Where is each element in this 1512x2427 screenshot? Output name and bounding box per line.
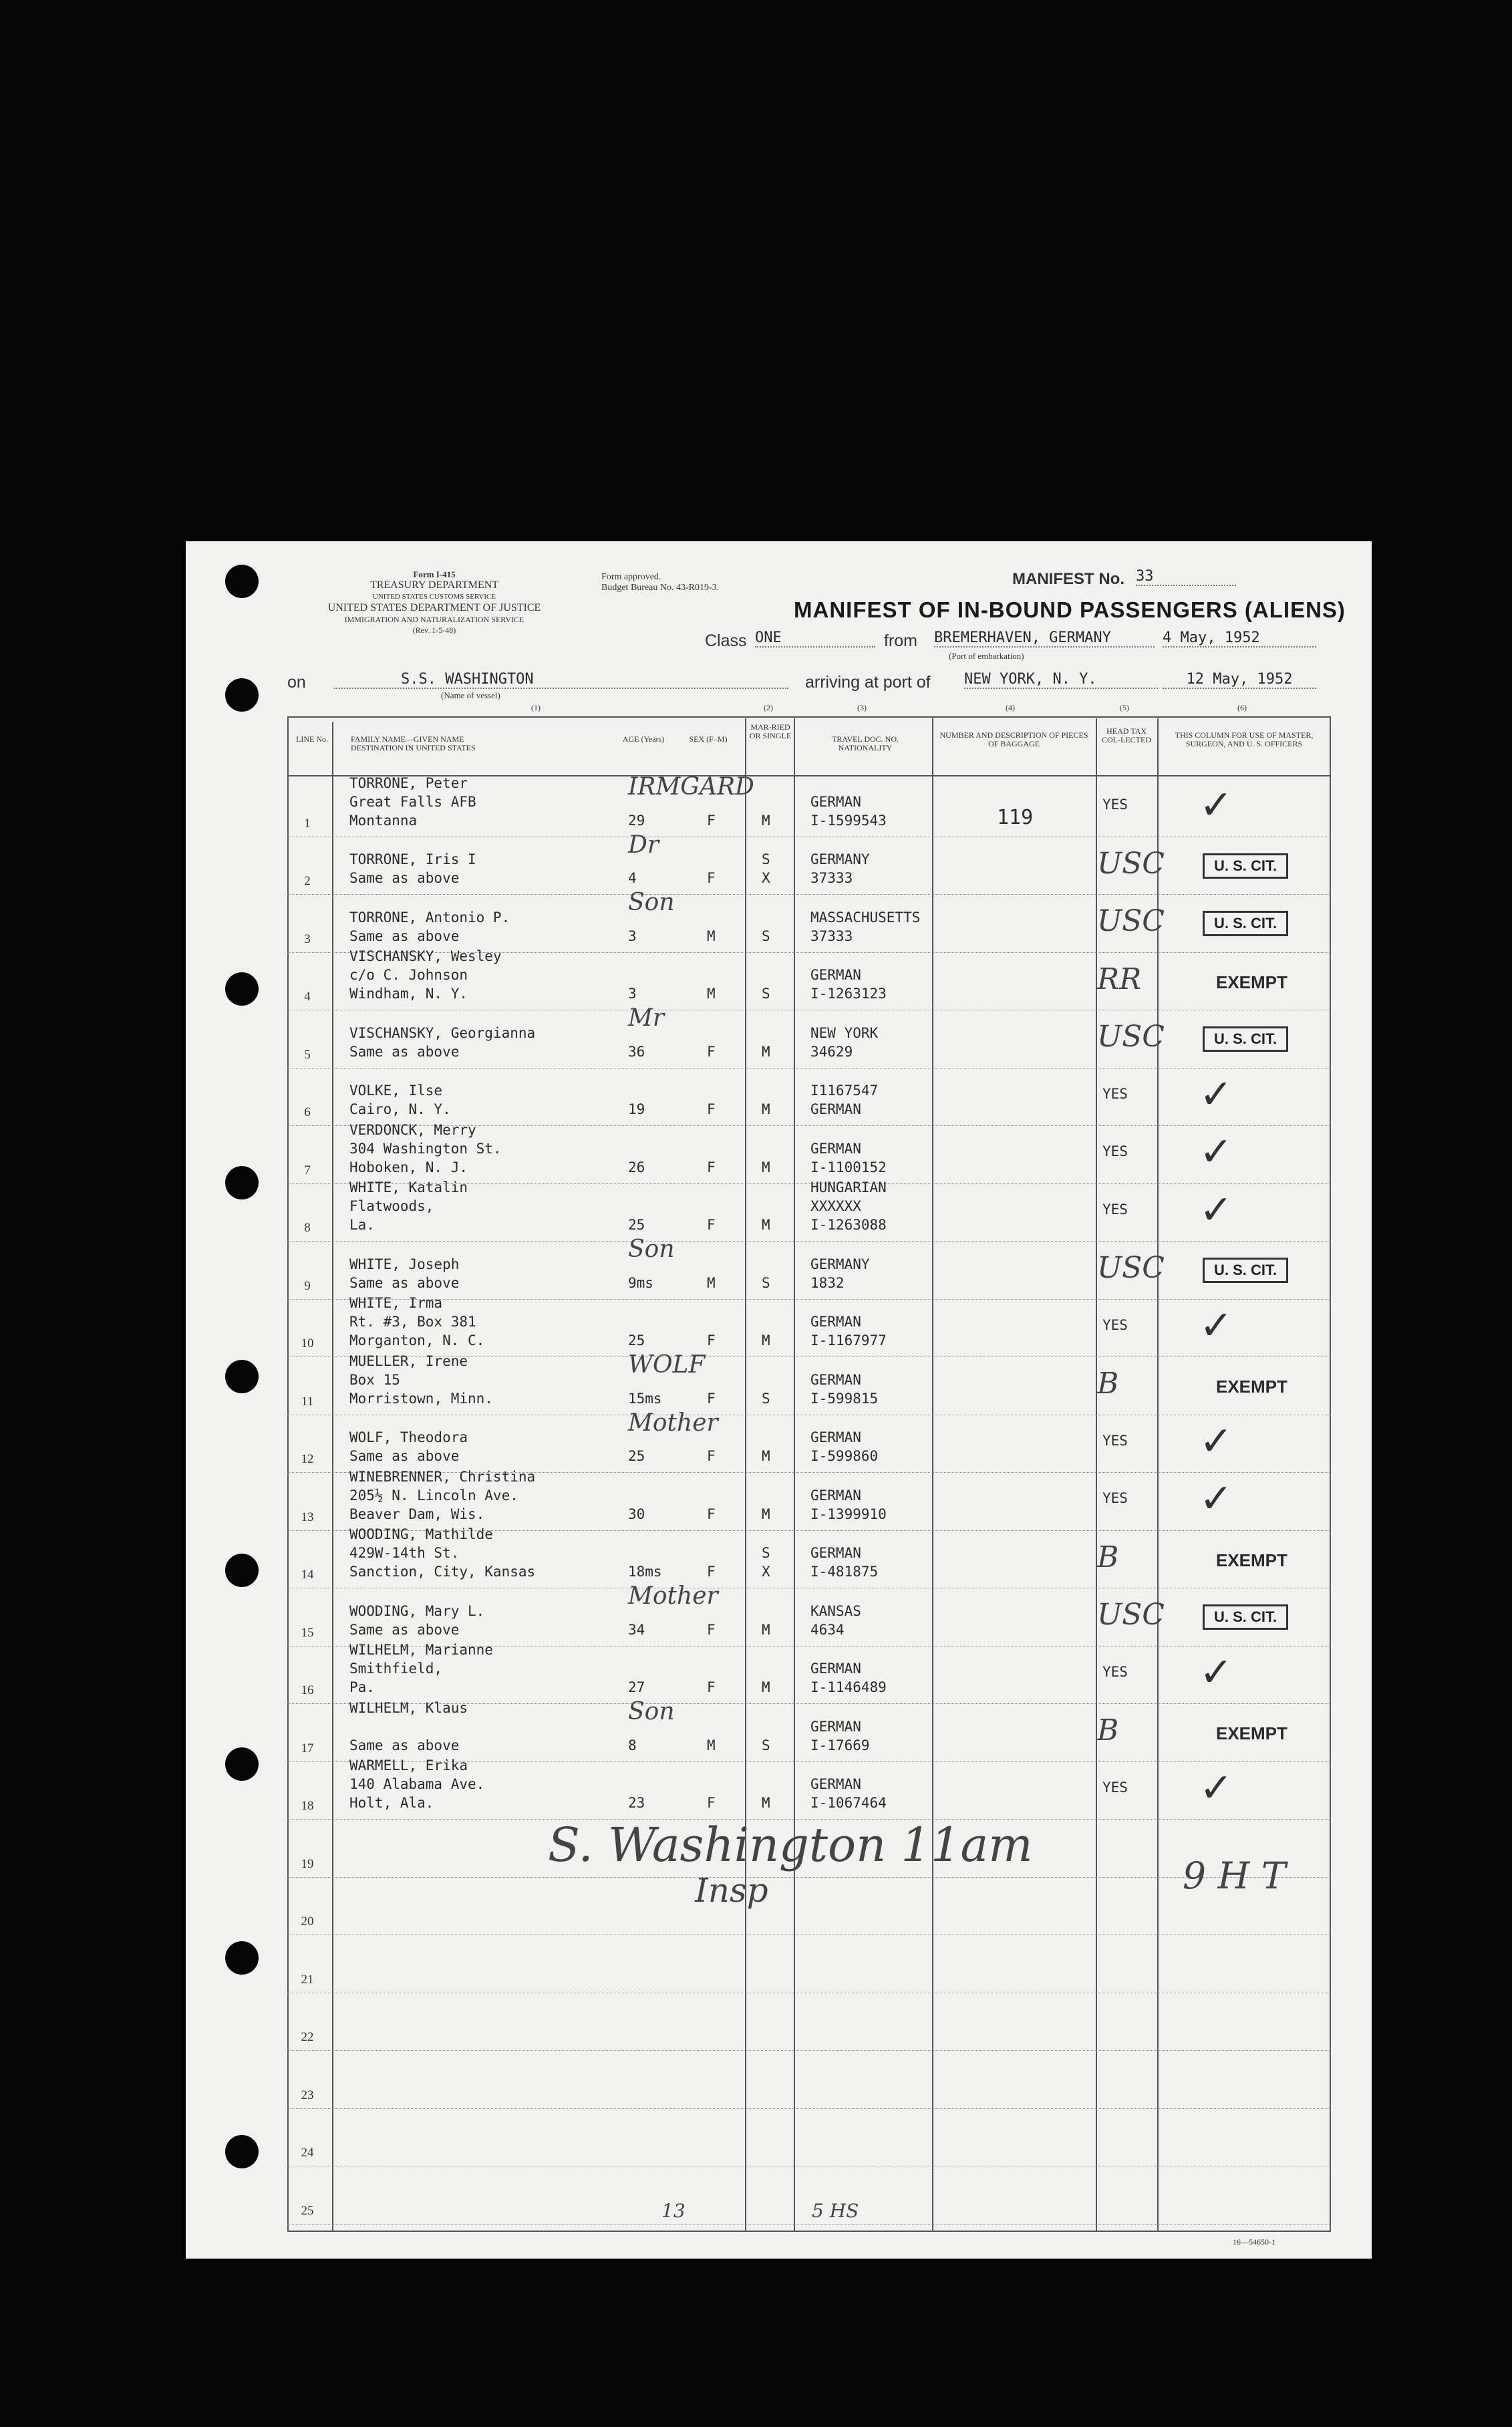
passenger-age: 15ms: [628, 1390, 662, 1407]
ins-label: IMMIGRATION AND NATURALIZATION SERVICE: [344, 615, 524, 624]
check-mark-icon: ✓: [1199, 782, 1233, 829]
passenger-age: 29: [628, 812, 645, 829]
marital-status: S: [762, 1390, 770, 1407]
line-number: 12: [301, 1452, 314, 1466]
punch-hole: [225, 1941, 259, 1975]
marital-status: S: [762, 1737, 770, 1753]
line-number: 18: [301, 1799, 314, 1813]
vessel-name: S.S. WASHINGTON: [334, 671, 788, 689]
us-citizen-stamp: U. S. CIT.: [1203, 911, 1288, 936]
handwritten-note: WOLF: [628, 1351, 706, 1379]
passenger-name: WOODING, Mary L. Same as above: [349, 1602, 485, 1638]
passenger-sex: M: [707, 1274, 716, 1291]
head-tax: USC: [1097, 1020, 1165, 1054]
head-tax: USC: [1097, 1598, 1165, 1632]
line-number: 6: [304, 1105, 311, 1119]
line-number: 15: [301, 1625, 314, 1640]
travel-doc: GERMAN I-481875: [810, 1545, 879, 1580]
travel-doc: GERMAN I-1263123: [810, 967, 887, 1002]
row-rule: [287, 1877, 1331, 1878]
passenger-name: WARMELL, Erika 140 Alabama Ave. Holt, Ala.: [349, 1757, 485, 1811]
handwritten-note: Son: [628, 889, 675, 916]
tally-mid: 5 HS: [812, 2200, 859, 2222]
marital-status: S: [762, 1274, 770, 1291]
line-number: 13: [301, 1510, 314, 1524]
punch-hole: [225, 678, 259, 712]
line-number: 4: [304, 990, 311, 1004]
passenger-sex: F: [707, 1390, 716, 1407]
budget-bureau: Budget Bureau No. 43-R019-3.: [601, 583, 720, 593]
marital-status: S X: [762, 1545, 770, 1580]
tally-left: 13: [661, 2200, 686, 2222]
travel-doc: GERMANY 37333: [810, 851, 870, 886]
passenger-name: WOLF, Theodora Same as above: [349, 1429, 468, 1464]
line-number: 11: [301, 1394, 314, 1409]
manifest-no-label: MANIFEST No.: [1012, 570, 1124, 588]
head-tax: YES: [1102, 1490, 1128, 1506]
manifest-title: MANIFEST OF IN-BOUND PASSENGERS (ALIENS): [794, 597, 1346, 622]
handwritten-note: Dr: [628, 831, 659, 859]
passenger-age: 4: [628, 870, 637, 886]
col-num-1: (1): [531, 703, 541, 712]
col-header-line-no: LINE No.: [296, 734, 328, 744]
us-citizen-stamp: U. S. CIT.: [1203, 853, 1288, 879]
travel-doc: GERMAN I-1146489: [810, 1661, 887, 1695]
passenger-age: 3: [628, 986, 637, 1002]
passenger-sex: F: [707, 1679, 716, 1695]
passenger-name: WHITE, Katalin Flatwoods, La.: [349, 1179, 468, 1233]
us-citizen-stamp: U. S. CIT.: [1203, 1026, 1288, 1052]
line-number: 24: [301, 2146, 314, 2160]
travel-doc: NEW YORK 34629: [810, 1024, 879, 1060]
check-mark-icon: ✓: [1199, 1475, 1233, 1522]
row-rule: [287, 2108, 1331, 2109]
handwritten-code: 9 H T: [1183, 1854, 1286, 1897]
head-tax: YES: [1102, 1201, 1128, 1218]
check-mark-icon: ✓: [1199, 1417, 1233, 1465]
passenger-name: TORRONE, Peter Great Falls AFB Montanna: [349, 774, 476, 829]
passenger-age: 8: [628, 1737, 637, 1753]
vessel-note: (Name of vessel): [441, 690, 500, 700]
travel-doc: GERMAN I-17669: [810, 1718, 870, 1753]
travel-doc: I1167547 GERMAN: [810, 1083, 879, 1117]
exempt-label: EXEMPT: [1216, 1723, 1288, 1743]
col-divider: [1096, 718, 1097, 2232]
form-approved: Form approved.: [601, 572, 661, 582]
punch-hole: [225, 1554, 259, 1587]
punch-hole: [225, 972, 259, 1006]
col-num-3: (3): [857, 703, 867, 712]
exempt-label: EXEMPT: [1216, 1550, 1288, 1570]
class-label: Class: [705, 631, 747, 650]
line-number: 23: [301, 2088, 314, 2102]
travel-doc: GERMAN I-1599543: [810, 793, 887, 829]
print-code: 16—54650-1: [1233, 2237, 1275, 2247]
passenger-sex: F: [707, 1621, 716, 1638]
line-number: 25: [301, 2203, 314, 2218]
line-number: 19: [301, 1856, 314, 1871]
head-tax: YES: [1102, 1432, 1128, 1449]
passenger-sex: F: [707, 1101, 716, 1117]
travel-doc: GERMANY 1832: [810, 1256, 870, 1291]
handwritten-note: IRMGARD: [628, 773, 754, 801]
exempt-label: EXEMPT: [1216, 972, 1288, 992]
passenger-name: WOODING, Mathilde 429W-14th St. Sanction, City, Kansas: [349, 1526, 536, 1580]
class-value: ONE: [755, 629, 875, 648]
passenger-age: 9ms: [628, 1274, 653, 1291]
head-tax: RR: [1097, 962, 1142, 996]
head-tax: B: [1097, 1713, 1119, 1747]
head-tax: USC: [1097, 1251, 1165, 1285]
rev-label: (Rev. 1-5-48): [412, 625, 456, 635]
passenger-sex: F: [707, 1564, 716, 1580]
line-number: 17: [301, 1741, 314, 1755]
passenger-sex: F: [707, 1795, 716, 1811]
head-tax: YES: [1102, 1143, 1128, 1159]
marital-status: M: [762, 1043, 770, 1060]
travel-doc: KANSAS 4634: [810, 1602, 861, 1638]
head-tax: YES: [1102, 1663, 1128, 1680]
col-num-5: (5): [1120, 703, 1129, 712]
line-number: 3: [304, 932, 311, 946]
col-header-age: AGE (Years): [622, 734, 665, 744]
passenger-name: TORRONE, Antonio P. Same as above: [349, 909, 510, 944]
passenger-name: WHITE, Joseph Same as above: [349, 1256, 460, 1291]
head-tax: B: [1097, 1540, 1119, 1574]
col-num-6: (6): [1237, 703, 1247, 712]
marital-status: S: [762, 927, 770, 944]
marital-status: M: [762, 1159, 770, 1175]
head-tax: YES: [1102, 1085, 1128, 1102]
passenger-name: MUELLER, Irene Box 15 Morristown, Minn.: [349, 1352, 493, 1407]
head-tax: YES: [1102, 797, 1128, 813]
check-mark-icon: ✓: [1199, 1302, 1233, 1349]
port-embark-note: (Port of embarkation): [949, 651, 1024, 661]
handwritten-note: Mr: [628, 1004, 665, 1032]
passenger-sex: F: [707, 1332, 716, 1348]
punch-hole: [225, 1747, 259, 1781]
col-header-sex: SEX (F–M): [689, 734, 728, 744]
col-header-travel-doc: TRAVEL DOC. NO. NATIONALITY: [831, 734, 899, 752]
passenger-sex: F: [707, 1159, 716, 1175]
handwritten-note: Mother: [628, 1409, 718, 1437]
line-number: 10: [301, 1336, 314, 1350]
passenger-name: WHITE, Irma Rt. #3, Box 381 Morganton, N. C.: [349, 1295, 485, 1348]
passenger-sex: M: [707, 986, 716, 1002]
line-number: 1: [304, 816, 311, 831]
col-num-2: (2): [764, 703, 773, 712]
punch-hole: [225, 565, 259, 598]
row-rule: [287, 2224, 1331, 2225]
line-number: 20: [301, 1914, 314, 1929]
line-number: 5: [304, 1047, 311, 1062]
marital-status: M: [762, 1217, 770, 1233]
check-mark-icon: ✓: [1199, 1129, 1233, 1175]
check-mark-icon: ✓: [1199, 1186, 1233, 1234]
passenger-name: VERDONCK, Merry 304 Washington St. Hoboken, N. J.: [349, 1121, 502, 1175]
marital-status: M: [762, 1621, 770, 1638]
passenger-sex: F: [707, 870, 716, 886]
passenger-name: WILHELM, Marianne Smithfield, Pa.: [349, 1642, 493, 1695]
travel-doc: GERMAN I-1399910: [810, 1487, 887, 1522]
passenger-age: 18ms: [628, 1564, 662, 1580]
arriving-label: arriving at port of: [805, 673, 931, 692]
marital-status: M: [762, 1795, 770, 1811]
passenger-name: WINEBRENNER, Christina 205½ N. Lincoln Ave. Beaver Dam, Wis.: [349, 1468, 536, 1522]
line-number: 22: [301, 2030, 314, 2044]
col-divider: [332, 722, 333, 2232]
form-number: Form I-415: [413, 569, 456, 579]
line-number: 7: [304, 1163, 311, 1177]
passenger-age: 26: [628, 1159, 645, 1175]
passenger-age: 25: [628, 1448, 645, 1464]
passenger-age: 3: [628, 927, 637, 944]
head-tax: YES: [1102, 1779, 1128, 1796]
passenger-sex: F: [707, 1506, 716, 1522]
marital-status: M: [762, 812, 770, 829]
punch-hole: [225, 2135, 259, 2168]
passenger-name: VISCHANSKY, Georgianna Same as above: [349, 1024, 536, 1060]
col-divider: [794, 718, 795, 2232]
punch-hole: [225, 1166, 259, 1199]
col-header-married: MAR-RIED OR SINGLE: [749, 722, 792, 740]
passenger-sex: M: [707, 1737, 716, 1753]
travel-doc: GERMAN I-1100152: [810, 1140, 887, 1175]
punch-hole: [225, 1360, 259, 1393]
passenger-age: 36: [628, 1043, 645, 1060]
col-divider: [932, 718, 933, 2232]
passenger-age: 34: [628, 1621, 645, 1638]
col-header-baggage: NUMBER AND DESCRIPTION OF PIECES OF BAGGAGE: [939, 730, 1088, 748]
passenger-age: 25: [628, 1332, 645, 1348]
line-number: 9: [304, 1278, 311, 1293]
handwritten-note: Mother: [628, 1582, 718, 1610]
embark-date: 4 May, 1952: [1163, 629, 1316, 648]
marital-status: M: [762, 1332, 770, 1348]
passenger-sex: F: [707, 1217, 716, 1233]
passenger-age: 23: [628, 1795, 645, 1811]
arrival-port: NEW YORK, N. Y.: [964, 671, 1158, 689]
travel-doc: MASSACHUSETTS 37333: [810, 909, 921, 944]
baggage-count: 119: [997, 805, 1034, 829]
passenger-age: 25: [628, 1217, 645, 1233]
marital-status: S: [762, 986, 770, 1002]
passenger-name: WILHELM, Klaus Same as above: [349, 1699, 468, 1753]
passenger-age: 19: [628, 1101, 645, 1117]
passenger-name: VOLKE, Ilse Cairo, N. Y.: [349, 1083, 451, 1117]
col-divider: [1157, 718, 1159, 2232]
head-tax: B: [1097, 1367, 1119, 1401]
dept-label: TREASURY DEPARTMENT: [369, 579, 499, 591]
row-rule: [287, 2050, 1331, 2051]
row-rule: [287, 1241, 1331, 1242]
travel-doc: GERMAN I-599815: [810, 1371, 879, 1407]
embark-port: BREMERHAVEN, GERMANY: [934, 629, 1155, 648]
passenger-age: 30: [628, 1506, 645, 1522]
passenger-age: 27: [628, 1679, 645, 1695]
marital-status: S X: [762, 851, 770, 886]
head-tax: USC: [1097, 846, 1165, 881]
marital-status: M: [762, 1679, 770, 1695]
justice-label: UNITED STATES DEPARTMENT OF JUSTICE: [327, 602, 541, 613]
handwritten-note: Son: [628, 1236, 675, 1263]
travel-doc: GERMAN I-599860: [810, 1429, 879, 1464]
on-label: on: [287, 673, 306, 692]
us-citizen-stamp: U. S. CIT.: [1203, 1258, 1288, 1283]
line-number: 2: [304, 874, 311, 888]
passenger-sex: F: [707, 1448, 716, 1464]
travel-doc: GERMAN I-1167977: [810, 1314, 887, 1348]
line-number: 8: [304, 1221, 311, 1235]
us-citizen-stamp: U. S. CIT.: [1203, 1604, 1288, 1630]
manifest-no: 33: [1136, 568, 1236, 586]
col-header-head-tax: HEAD TAX COL-LECTED: [1102, 726, 1151, 744]
travel-doc: GERMAN I-1067464: [810, 1776, 887, 1811]
check-mark-icon: ✓: [1199, 1070, 1233, 1118]
passenger-sex: M: [707, 927, 716, 944]
exempt-label: EXEMPT: [1216, 1377, 1288, 1397]
check-mark-icon: ✓: [1199, 1649, 1233, 1696]
travel-doc: HUNGARIAN XXXXXX I-1263088: [810, 1179, 887, 1233]
passenger-sex: F: [707, 812, 716, 829]
marital-status: M: [762, 1506, 770, 1522]
inspector-signature: S. Washington 11am: [548, 1818, 1033, 1872]
line-number: 16: [301, 1683, 314, 1697]
col-header-officers: THIS COLUMN FOR USE OF MASTER, SURGEON, AND U. S. OFFICERS: [1175, 730, 1314, 748]
marital-status: M: [762, 1448, 770, 1464]
head-tax: USC: [1097, 904, 1165, 938]
col-header-name: FAMILY NAME—GIVEN NAME DESTINATION IN UNITED STATES: [351, 734, 476, 752]
col-divider: [745, 718, 746, 2232]
from-label: from: [884, 631, 917, 650]
line-number: 14: [301, 1568, 314, 1582]
passenger-name: TORRONE, Iris I Same as above: [349, 851, 476, 886]
arrival-date: 12 May, 1952: [1163, 671, 1316, 689]
handwritten-note: Son: [628, 1698, 675, 1725]
marital-status: M: [762, 1101, 770, 1117]
col-num-4: (4): [1006, 703, 1015, 712]
line-number: 21: [301, 1972, 314, 1987]
passenger-name: VISCHANSKY, Wesley c/o C. Johnson Windham, N. Y.: [349, 948, 502, 1002]
row-rule: [287, 894, 1331, 895]
head-tax: YES: [1102, 1316, 1128, 1333]
check-mark-icon: ✓: [1199, 1764, 1233, 1812]
inspector-title: Insp: [695, 1871, 768, 1910]
passenger-sex: F: [707, 1043, 716, 1060]
customs-label: UNITED STATES CUSTOMS SERVICE: [372, 593, 496, 601]
